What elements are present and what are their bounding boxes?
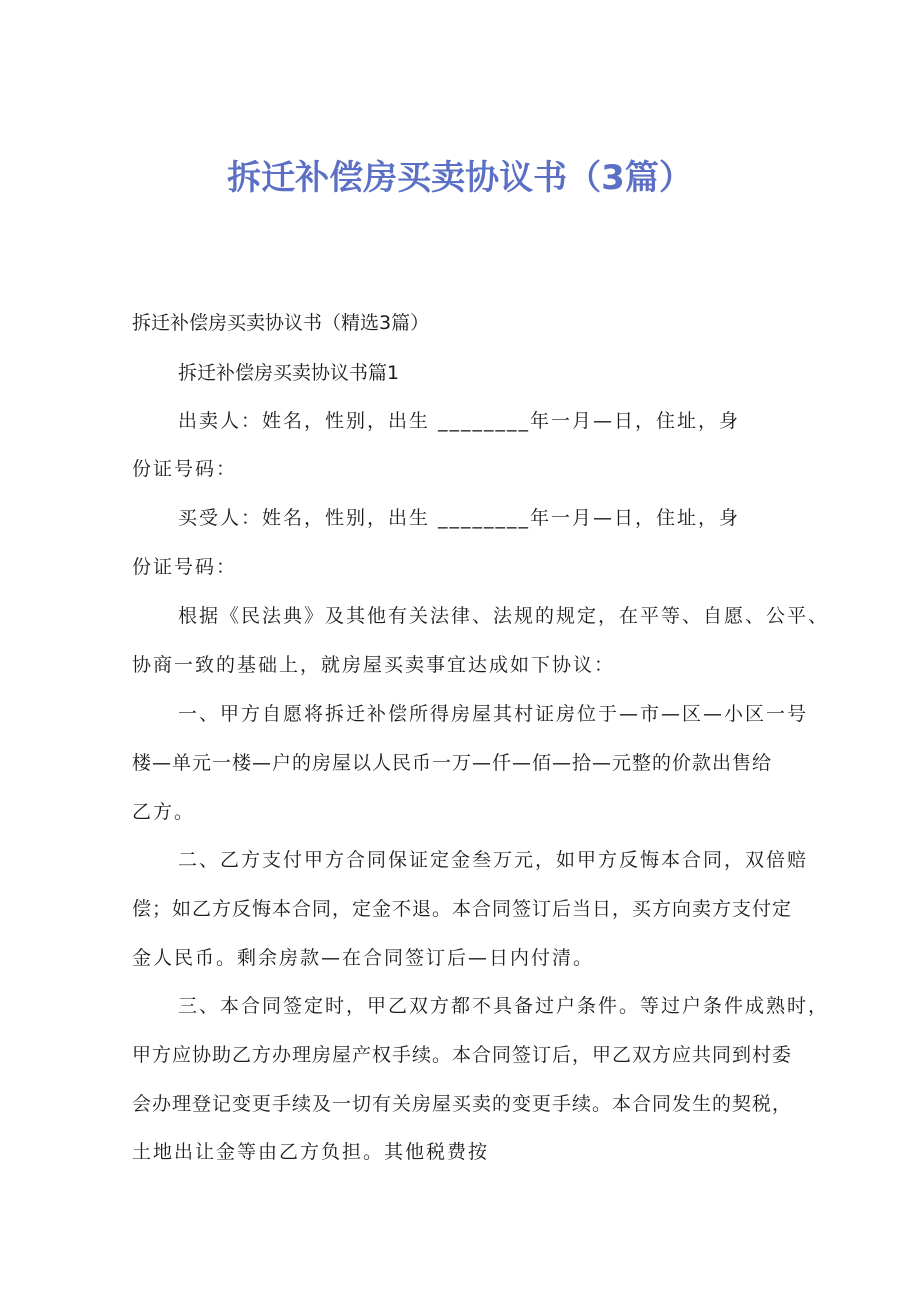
seller-line-1: 出卖人：姓名，性别，出生 ________年一月—日，住址，身 xyxy=(178,410,741,432)
section-heading: 拆迁补偿房买卖协议书篇1 xyxy=(178,362,400,384)
clause3-line-1: 三、本合同签定时，甲乙双方都不具备过户条件。等过户条件成熟时， xyxy=(178,995,830,1017)
clause3-line-4: 土地出让金等由乙方负担。其他税费按 xyxy=(132,1141,490,1163)
subtitle: 拆迁补偿房买卖协议书（精选3篇） xyxy=(132,312,430,334)
intro-line-1: 根据《民法典》及其他有关法律、法规的规定，在平等、自愿、公平、 xyxy=(178,605,830,627)
buyer-line-1: 买受人：姓名，性别，出生 ________年一月—日，住址，身 xyxy=(178,507,741,529)
clause2-line-3: 金人民币。剩余房款—在合同签订后—日内付清。 xyxy=(132,947,595,969)
intro-line-2: 协商一致的基础上，就房屋买卖事宜达成如下协议： xyxy=(132,654,616,676)
clause2-line-2: 偿；如乙方反悔本合同，定金不退。本合同签订后当日，买方向卖方支付定 xyxy=(132,898,793,920)
clause1-line-2: 楼—单元一楼—户的房屋以人民币一万—仟—佰—拾—元整的价款出售给 xyxy=(132,752,773,774)
clause2-line-1: 二、乙方支付甲方合同保证定金叁万元，如甲方反悔本合同，双倍赔 xyxy=(178,849,809,871)
buyer-line-2: 份证号码： xyxy=(132,556,238,578)
seller-line-2: 份证号码： xyxy=(132,458,238,480)
clause1-line-1: 一、甲方自愿将拆迁补偿所得房屋其村证房位于—市—区—小区一号 xyxy=(178,703,809,725)
clause3-line-2: 甲方应协助乙方办理房屋产权手续。本合同签订后，甲乙双方应共同到村委 xyxy=(132,1044,793,1066)
clause1-line-3: 乙方。 xyxy=(132,801,196,823)
document-title: 拆迁补偿房买卖协议书（3篇） xyxy=(227,158,693,198)
clause3-line-3: 会办理登记变更手续及一切有关房屋买卖的变更手续。本合同发生的契税， xyxy=(132,1093,793,1115)
